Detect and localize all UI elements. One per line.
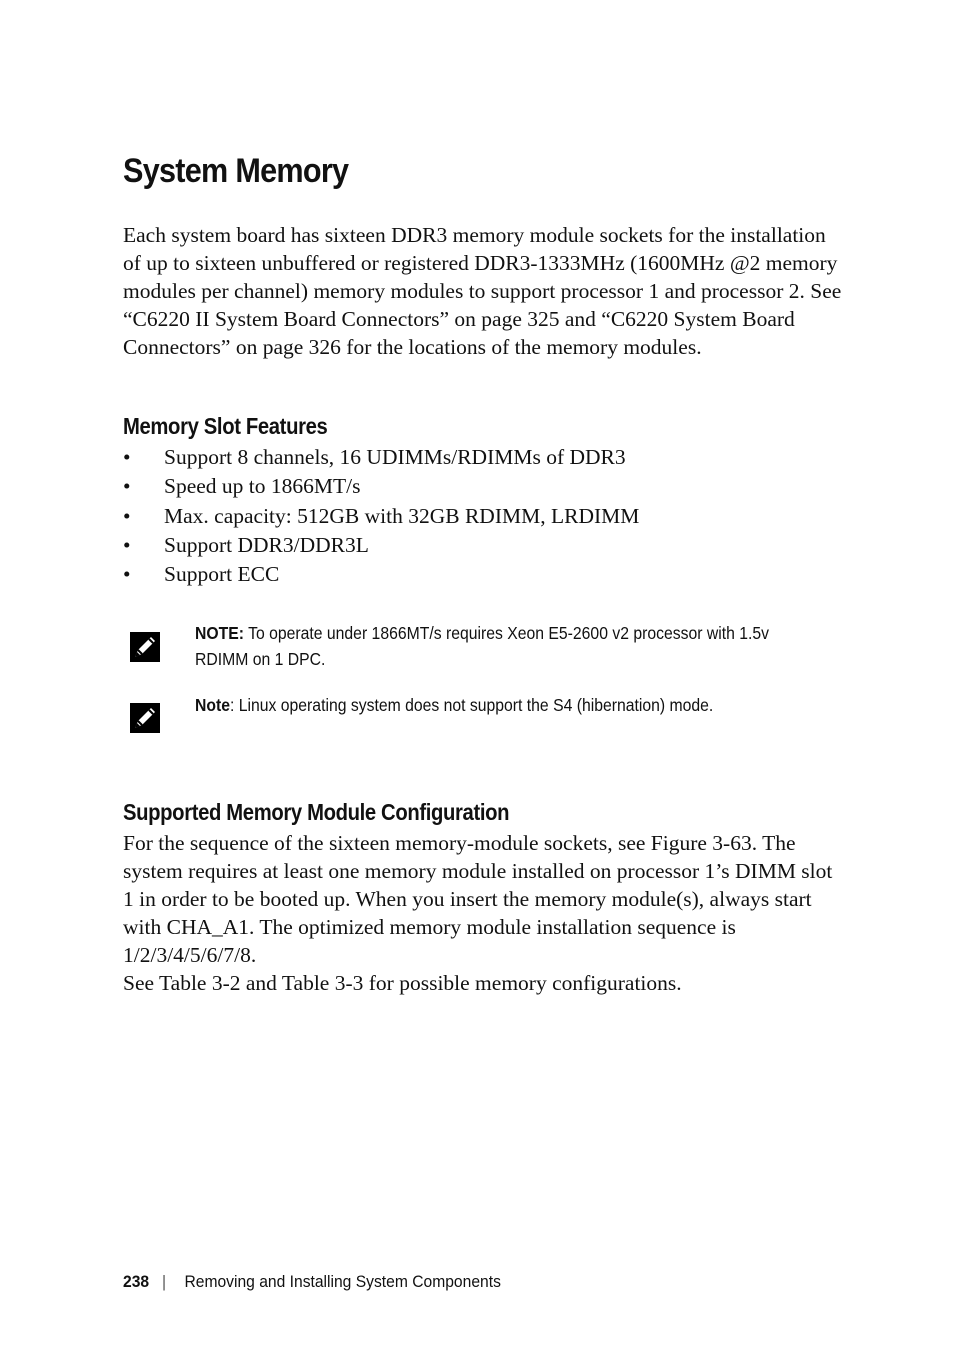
list-item: • Speed up to 1866MT/s bbox=[123, 472, 639, 501]
footer-section-title: Removing and Installing System Components bbox=[184, 1272, 501, 1291]
pencil-note-icon bbox=[129, 631, 161, 663]
supported-memory-config-heading: Supported Memory Module Configuration bbox=[123, 799, 510, 825]
memory-slot-features-heading: Memory Slot Features bbox=[123, 413, 328, 439]
note-text: To operate under 1866MT/s requires Xeon E5-2600 v2 processor with 1.5v RDIMM on 1 DPC. bbox=[195, 623, 770, 669]
config-paragraph bbox=[123, 829, 843, 997]
intro-paragraph: Each system board has sixteen DDR3 memory module sockets for the installation of up to sixteen unbuffered or registered DDR3-1333MHz (1600MHz @2 memory modules per channel) memory modules to support processor 1 and processor 2. See “C6220 II System Board Connectors” on page 325 and “C6220 System Board Connectors” on page 326 for the locations of the memory modules. bbox=[123, 223, 842, 359]
note-2 bbox=[195, 692, 789, 718]
list-item: • Support DDR3/DDR3L bbox=[123, 531, 639, 560]
bullet-icon: • bbox=[123, 562, 131, 587]
bullet-icon: • bbox=[123, 445, 131, 469]
bullet-icon: • bbox=[123, 503, 131, 528]
note-label: Note bbox=[195, 695, 231, 715]
slot-features-list bbox=[123, 443, 639, 589]
list-item: • Support ECC bbox=[123, 560, 639, 589]
bullet-icon: • bbox=[123, 532, 131, 557]
list-item: • Support 8 channels, 16 UDIMMs/RDIMMs of DDR3 bbox=[123, 443, 639, 472]
footer-separator: | bbox=[161, 1272, 167, 1291]
bullet-icon: • bbox=[123, 474, 131, 499]
page-number: 238 bbox=[123, 1272, 150, 1291]
note-label: NOTE: bbox=[195, 623, 245, 643]
note-1 bbox=[195, 620, 789, 672]
pencil-note-icon bbox=[129, 702, 161, 734]
config-line: See Table 3-2 and Table 3-3 for possible memory configurations. bbox=[123, 971, 682, 995]
note-text: : Linux operating system does not support the S4 (hibernation) mode. bbox=[230, 695, 714, 715]
config-line: For the sequence of the sixteen memory-module sockets, see Figure 3-63. The system requires at least one memory module installed on processor 1’s DIMM slot 1 in order to be booted up. When you insert the memory module(s), always start with CHA_A1. The optimized memory module installation sequence is 1/2/3/4/5/6/7/8. bbox=[123, 831, 833, 967]
list-item: • Max. capacity: 512GB with 32GB RDIMM, LRDIMM bbox=[123, 502, 639, 531]
page-title: System Memory bbox=[123, 152, 349, 190]
page-footer bbox=[123, 1272, 501, 1292]
